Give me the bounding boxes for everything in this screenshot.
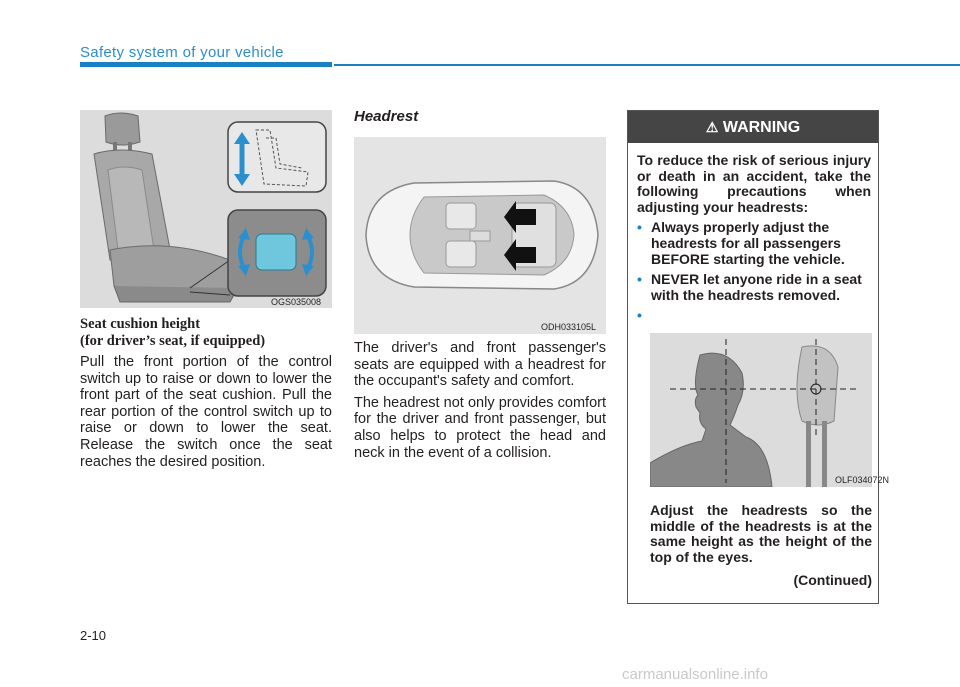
warning-triangle-icon: ⚠ (705, 119, 719, 135)
headrest-paragraphs (354, 340, 606, 466)
seat-drawing (80, 110, 332, 308)
seat-cushion-heading (80, 316, 332, 350)
heading-line1: Seat cushion height (80, 316, 201, 332)
seat-cushion-paragraph (80, 354, 332, 475)
seat-cushion-text: Pull the front portion of the control switch up to raise or down to lower the front part of the seat cushion. Pull the rear portion of the control switch up to raise or down to lower the seat. Release the switch once the seat reaches the desired position. (80, 354, 332, 470)
header-rule-thick (80, 62, 332, 67)
warning-title: WARNING (722, 119, 801, 136)
heading-line2: (for driver’s seat, if equipped) (80, 333, 266, 349)
header-rule-thin (334, 64, 960, 66)
car-topview-illustration (354, 137, 606, 334)
warning-bullet-2: • NEVER let anyone ride in a seat with the headrests removed. (637, 272, 871, 303)
figure-code-seat: OGS035008 (271, 297, 322, 307)
figure-code-car: ODH033105L (541, 322, 597, 332)
headrest-heading: Headrest (354, 108, 419, 125)
headrest-text-2: The headrest not only provides comfort for the driver and front passenger, but also helps to protect the head and neck in the event of a collision. (354, 394, 606, 461)
car-topview-drawing (354, 137, 606, 334)
warning-box (627, 110, 890, 604)
warning-continued: (Continued) (793, 572, 872, 588)
headrest-text-1: The driver's and front passenger's seats are equipped with a headrest for the occupant's safety and comfort. (354, 340, 606, 390)
page-number: 2-10 (80, 628, 107, 643)
watermark: carmanualsonline.info (622, 666, 768, 683)
warning-header (628, 111, 878, 143)
figure-code-headrest: OLF034072N (835, 475, 890, 485)
warning-adjust-text: Adjust the headrests so the middle of the headrests is at the same height as the height of the top of the eyes. (650, 502, 872, 565)
headrest-position-illustration (650, 333, 872, 487)
head-headrest-drawing (650, 333, 872, 487)
seat-illustration (80, 110, 332, 308)
section-title: Safety system of your vehicle (80, 44, 284, 61)
warning-bullet-1: • Always properly adjust the headrests for all passengers BEFORE starting the vehicle. (637, 220, 871, 267)
warning-intro: To reduce the risk of serious injury or death in an accident, take the following precautions when adjusting your headrests: (637, 152, 871, 215)
warning-body (637, 153, 871, 308)
